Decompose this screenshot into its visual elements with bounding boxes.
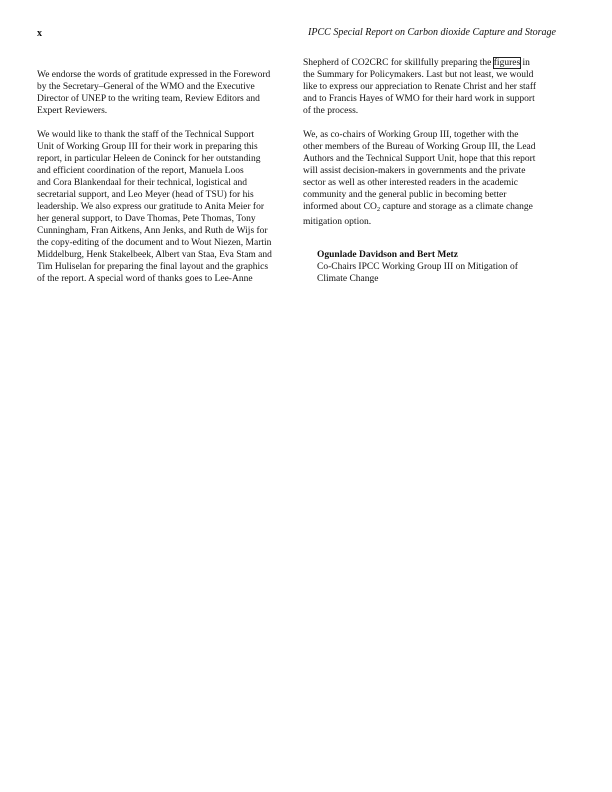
- text-line: like to express our appreciation to Renate Christ and her staff: [303, 82, 537, 92]
- text-segment: Shepherd of CO2CRC for skillfully preparing the: [303, 58, 494, 68]
- text-line: mitigation option.: [303, 217, 372, 227]
- text-line: and to Francis Hayes of WMO for their hard work in support: [303, 94, 535, 104]
- text-line: report, in particular Heleen de Coninck for her outstanding: [37, 154, 261, 164]
- text-line: sector as well as other interested readers in the academic: [303, 178, 518, 188]
- text-line: Cunningham, Fran Aitkens, Ann Jenks, and Ruth de Wijs for: [37, 226, 268, 236]
- text-line: will assist decision-makers in governments and the private: [303, 166, 526, 176]
- paragraph-thanks-continued: [303, 57, 559, 117]
- text-segment: informed about CO: [303, 202, 377, 212]
- text-line: [303, 57, 559, 69]
- text-line: Unit of Working Group III for their work in preparing this: [37, 142, 258, 152]
- paragraph-thanks-staff: [37, 129, 287, 285]
- subscript: 2: [376, 206, 381, 213]
- text-line: Tim Huliselan for preparing the final layout and the graphics: [37, 262, 269, 272]
- text-line: the Summary for Policymakers. Last but not least, we would: [303, 70, 534, 80]
- text-line: other members of the Bureau of Working Group III, the Lead: [303, 142, 536, 152]
- text-line: Authors and the Technical Support Unit, hope that this report: [303, 154, 536, 164]
- paragraph-gratitude: [37, 69, 287, 117]
- text-line: of the report. A special word of thanks goes to Lee-Anne: [37, 274, 253, 284]
- page-number: x: [37, 28, 42, 39]
- signatory-role: Co-Chairs IPCC Working Group III on Mitigation of: [317, 262, 518, 272]
- left-column: [37, 69, 287, 297]
- right-column: [303, 57, 559, 240]
- text-line: We endorse the words of gratitude expressed in the Foreword: [37, 70, 271, 80]
- text-line: leadership. We also express our gratitude to Anita Meier for: [37, 202, 264, 212]
- paragraph-cochairs: [303, 129, 559, 228]
- text-line: the copy-editing of the document and to Wout Niezen, Martin: [37, 238, 272, 248]
- text-line: We, as co-chairs of Working Group III, together with the: [303, 130, 519, 140]
- text-line: her general support, to Dave Thomas, Pete Thomas, Tony: [37, 214, 256, 224]
- text-line: of the process.: [303, 106, 359, 116]
- signatory-role: Climate Change: [317, 274, 379, 284]
- text-line: and efficient coordination of the report, Manuela Loos: [37, 166, 244, 176]
- text-line: Middelburg, Henk Stakelbeek, Albert van Staa, Eva Stam and: [37, 250, 272, 260]
- running-title: IPCC Special Report on Carbon dioxide Capture and Storage: [308, 27, 556, 38]
- text-line: We would like to thank the staff of the Technical Support: [37, 130, 255, 140]
- text-line: community and the general public in becoming better: [303, 190, 507, 200]
- text-line: secretarial support, and Leo Meyer (head of TSU) for his: [37, 190, 254, 200]
- text-line: by the Secretary–General of the WMO and the Executive: [37, 82, 255, 92]
- text-line: Director of UNEP to the writing team, Review Editors and: [37, 94, 260, 104]
- text-segment: capture and storage as a climate change: [380, 202, 533, 212]
- signatory-names: Ogunlade Davidson and Bert Metz: [317, 250, 458, 260]
- text-line: and Cora Blankendaal for their technical, logistical and: [37, 178, 247, 188]
- text-line: [303, 201, 559, 216]
- text-line: Expert Reviewers.: [37, 106, 108, 116]
- text-segment: in: [520, 58, 530, 68]
- signature-block: [317, 249, 557, 285]
- highlighted-word[interactable]: figures: [493, 58, 521, 68]
